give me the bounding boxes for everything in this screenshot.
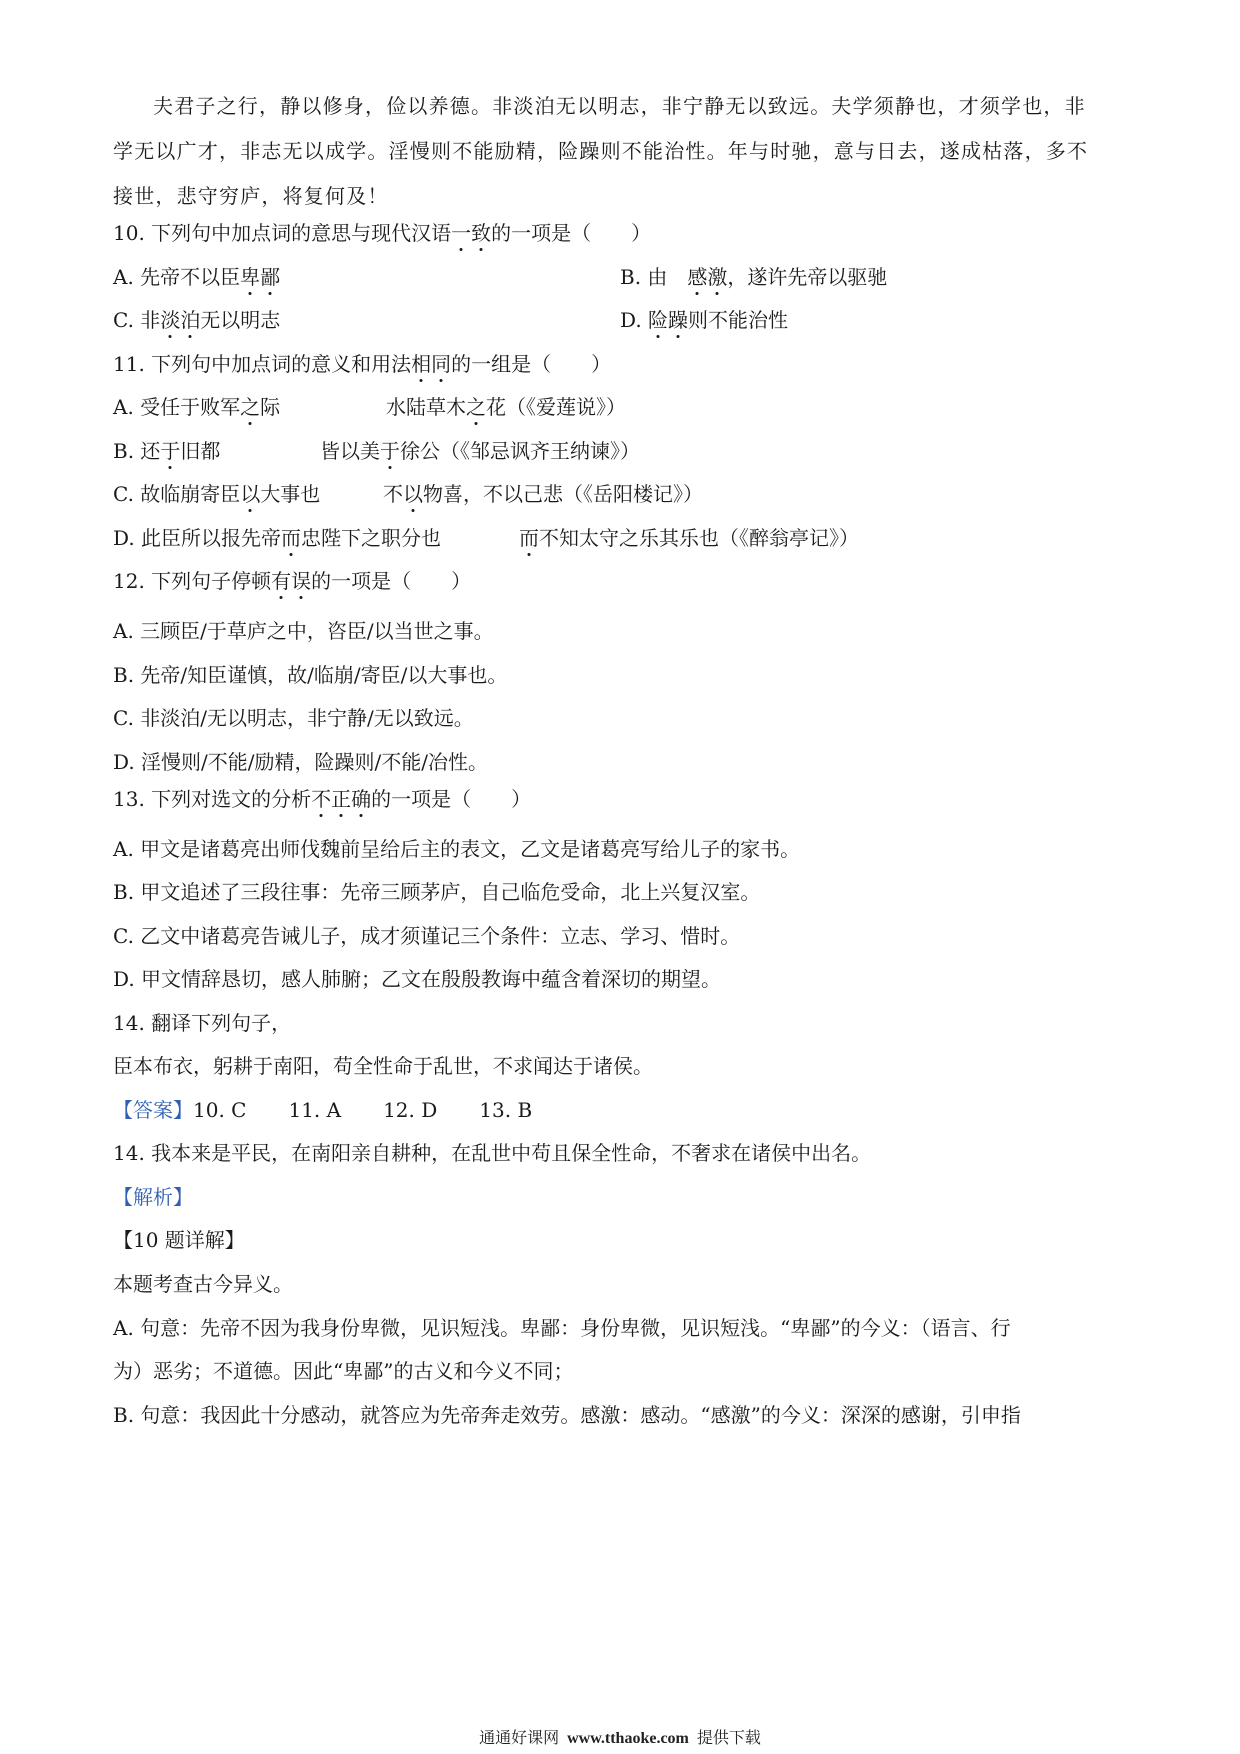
emphasis-dot-char: 于	[380, 439, 400, 463]
analysis-label: 【解析】	[113, 1185, 193, 1209]
emphasis-dot-char: 淡	[160, 308, 181, 332]
emphasis-dot-char: 于	[160, 439, 181, 463]
q10-options-row-2	[113, 305, 1130, 335]
q12-option-d[interactable]: D. 淫慢则/不能/励精，险躁则/不能/冶性。	[113, 750, 488, 774]
answer-line	[113, 1095, 1130, 1125]
q10-option-d[interactable]: D. 险躁则不能治性	[620, 308, 789, 332]
emphasis-dot-char: 鄙	[260, 265, 281, 289]
footer-tail: 提供下载	[696, 1728, 761, 1747]
q11-option-d-compare: 而不知太守之乐其乐也（《醉翁亭记》）	[519, 526, 859, 550]
q10-options-row-1	[113, 262, 1130, 292]
analysis-a-line-1: A. 句意：先帝不因为我身份卑微，见识短浅。卑鄙：身份卑微，见识短浅。“卑鄙”的今义：（语言、行	[113, 1316, 1011, 1340]
q11-option-b-compare: 皆以美于徐公（《邹忌讽齐王纳谏》）	[320, 439, 640, 463]
q12-option-a[interactable]: A. 三顾臣/于草庐之中，咨臣/以当世之事。	[113, 619, 494, 643]
q12-stem: 12. 下列句子停顿有误的一项是（ ）	[113, 569, 472, 593]
q10-option-b[interactable]: B. 由 感激，遂许先帝以驱驰	[620, 265, 888, 289]
answer-14: 14. 我本来是平民，在南阳亲自耕种，在乱世中苟且保全性命，不奢求在诸侯中出名。	[113, 1141, 872, 1165]
passage-line-1: 夫君子之行，静以修身，俭以养德。非淡泊无以明志，非宁静无以致远。夫学须静也，才须学也，非	[153, 94, 1086, 118]
analysis-a-line-2: 为）恶劣；不道德。因此“卑鄙”的古义和今义不同；	[113, 1359, 574, 1383]
passage-line-3: 接世，悲守穷庐，将复何及！	[113, 184, 389, 208]
emphasis-dot-char: 之	[240, 395, 261, 419]
emphasis-dot-char: 躁	[668, 308, 689, 332]
emphasis-dot-char: 险	[648, 308, 669, 332]
emphasis-dot-char: 误	[291, 569, 312, 593]
emphasis-dot-char: 不	[311, 787, 332, 811]
q11-option-c[interactable]: C. 故临崩寄臣以大事也 不以物喜，不以己悲（《岳阳楼记》）	[113, 479, 1130, 509]
q10-stem: 10. 下列句中加点词的意思与现代汉语一致的一项是（ ）	[113, 221, 652, 245]
q11-option-a-compare: 水陆草木之花（《爱莲说》）	[386, 395, 626, 419]
answer-label: 【答案】	[113, 1098, 193, 1122]
analysis-b-line-1: B. 句意：我因此十分感动，就答应为先帝奔走效劳。感激：感动。“感激”的今义：深深的感谢，引申指	[113, 1403, 1021, 1427]
q11-option-d[interactable]: D. 此臣所以报先帝而忠陛下之职分也 而不知太守之乐其乐也（《醉翁亭记》）	[113, 523, 1130, 553]
emphasis-dot-char: 卑	[240, 265, 261, 289]
emphasis-dot-char: 正	[331, 787, 352, 811]
analysis-topic: 本题考查古今异义。	[113, 1272, 293, 1296]
q13-stem: 13. 下列对选文的分析不正确的一项是（ ）	[113, 787, 532, 811]
q14-sentence: 臣本布衣，躬耕于南阳，苟全性命于乱世，不求闻达于诸侯。	[113, 1054, 653, 1078]
emphasis-dot-char: 致	[471, 221, 492, 245]
answer-12: 12. D	[383, 1098, 438, 1122]
q13-option-a[interactable]: A. 甲文是诸葛亮出师伐魏前呈给后主的表文，乙文是诸葛亮写给儿子的家书。	[113, 837, 801, 861]
emphasis-dot-char: 以	[240, 482, 261, 506]
q10-option-a[interactable]: A. 先帝不以臣卑鄙	[113, 265, 281, 289]
q11-option-b[interactable]: B. 还于旧都 皆以美于徐公（《邹忌讽齐王纳谏》）	[113, 436, 1130, 466]
emphasis-dot-char: 相	[411, 352, 432, 376]
emphasis-dot-char: 一	[451, 221, 472, 245]
footer-site: 通通好课网	[479, 1728, 560, 1747]
answer-13: 13. B	[479, 1098, 533, 1122]
emphasis-dot-char: 以	[403, 482, 423, 506]
passage-line-2: 学无以广才，非志无以成学。淫慢则不能励精，险躁则不能治性。年与时驰，意与日去，遂成枯落，多不	[113, 139, 1089, 163]
emphasis-dot-char: 激	[707, 265, 728, 289]
emphasis-dot-char: 之	[466, 395, 486, 419]
emphasis-dot-char: 感	[687, 265, 708, 289]
emphasis-dot-char: 同	[431, 352, 452, 376]
page-footer	[0, 1727, 1240, 1750]
emphasis-dot-char: 有	[271, 569, 292, 593]
q11-stem: 11. 下列句中加点词的意义和用法相同的一组是（ ）	[113, 352, 612, 376]
emphasis-dot-char: 泊	[180, 308, 201, 332]
emphasis-dot-char: 而	[281, 526, 302, 550]
q12-option-c[interactable]: C. 非淡泊/无以明志，非宁静/无以致远。	[113, 706, 474, 730]
emphasis-dot-char: 而	[519, 526, 539, 550]
q11-option-c-compare: 不以物喜，不以己悲（《岳阳楼记》）	[383, 482, 703, 506]
q13-option-d[interactable]: D. 甲文情辞恳切，感人肺腑；乙文在殷殷教诲中蕴含着深切的期望。	[113, 967, 722, 991]
q10-option-c[interactable]: C. 非淡泊无以明志	[113, 308, 281, 332]
answer-11: 11. A	[288, 1098, 342, 1122]
q13-option-b[interactable]: B. 甲文追述了三段往事：先帝三顾茅庐，自己临危受命，北上兴复汉室。	[113, 880, 761, 904]
emphasis-dot-char: 确	[351, 787, 372, 811]
answer-10: 10. C	[193, 1098, 247, 1122]
q14-stem: 14. 翻译下列句子，	[113, 1011, 292, 1035]
footer-url-link[interactable]: www.tthaoke.com	[567, 1730, 689, 1747]
q13-option-c[interactable]: C. 乙文中诸葛亮告诫儿子，成才须谨记三个条件：立志、学习、惜时。	[113, 924, 741, 948]
analysis-detail-title: 【10 题详解】	[113, 1228, 245, 1252]
q11-option-a[interactable]: A. 受任于败军之际 水陆草木之花（《爱莲说》）	[113, 392, 1130, 422]
q12-option-b[interactable]: B. 先帝/知臣谨慎，故/临崩/寄臣/以大事也。	[113, 663, 508, 687]
